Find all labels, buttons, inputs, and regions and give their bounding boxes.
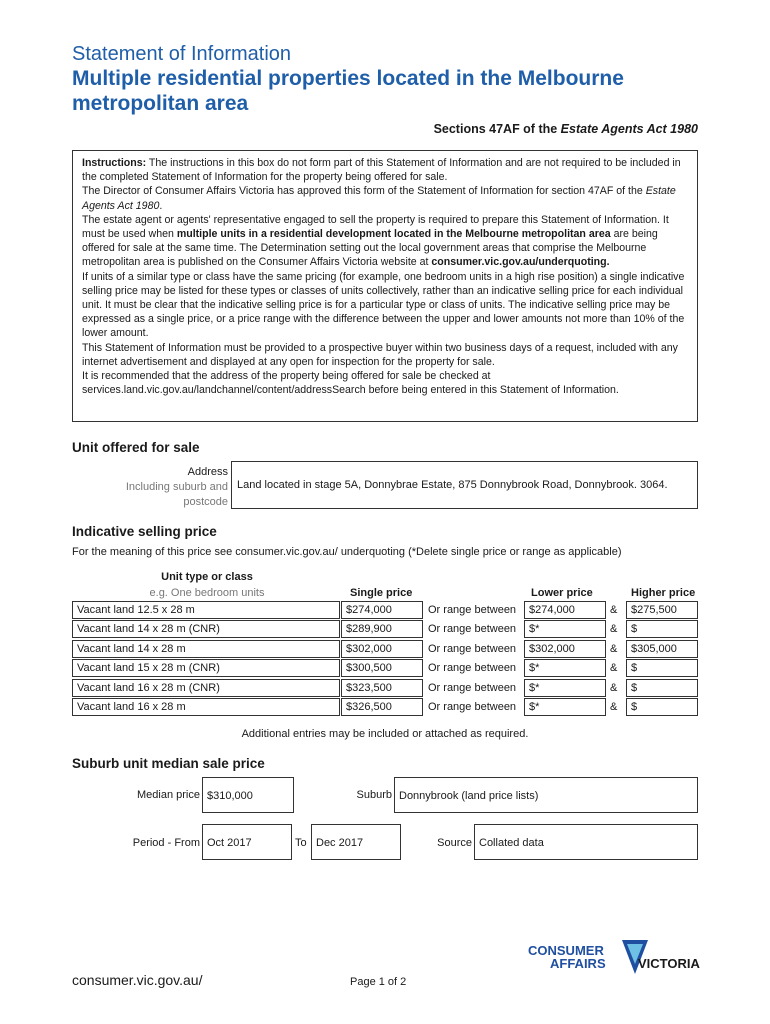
col-header-higher: Higher price xyxy=(631,587,696,599)
document-type: Statement of Information xyxy=(72,43,292,65)
address-field[interactable]: Land located in stage 5A, Donnybrae Estate, 875 Donnybrook Road, Donnybrook. 3064. xyxy=(231,461,698,509)
range-between-label: Or range between xyxy=(428,701,517,713)
period-from-field[interactable]: Oct 2017 xyxy=(202,824,292,860)
instructions-p6: It is recommended that the address of the property being offered for sale be checked at services.land.vic.gov.au/landchannel/content/addressSearch before being entered in this Statement of Information. xyxy=(82,370,619,397)
address-sublabel-2: postcode xyxy=(183,496,228,508)
lower-price-field[interactable]: $274,000 xyxy=(524,601,606,619)
col-header-single: Single price xyxy=(350,587,413,599)
unit-type-field[interactable]: Vacant land 12.5 x 28 m xyxy=(72,601,340,619)
logo-line-consumer: CONSUMER xyxy=(528,943,604,958)
footer-page-number: Page 1 of 2 xyxy=(350,976,407,988)
unit-type-field[interactable]: Vacant land 16 x 28 m (CNR) xyxy=(72,679,340,697)
ampersand-label: & xyxy=(610,701,618,713)
col-header-unit-example: e.g. One bedroom units xyxy=(149,587,265,599)
underquoting-link[interactable]: consumer.vic.gov.au/underquoting. xyxy=(431,256,610,269)
unit-type-field[interactable]: Vacant land 14 x 28 m xyxy=(72,640,340,658)
instructions-p3-bold: multiple units in a residential development located in the Melbourne metropolitan area xyxy=(176,228,611,241)
instructions-p3-b: are being offered for sale at the same time. The Determination setting out the local government areas that comprise the Melbourne metropolitan area is published on the Consumer Affairs Victoria website at xyxy=(82,228,658,269)
unit-type-field[interactable]: Vacant land 15 x 28 m (CNR) xyxy=(72,659,340,677)
lower-price-field[interactable]: $302,000 xyxy=(524,640,606,658)
suburb-field[interactable]: Donnybrook (land price lists) xyxy=(394,777,698,813)
footer-site[interactable]: consumer.vic.gov.au/ xyxy=(72,972,203,988)
ampersand-label: & xyxy=(610,642,618,655)
median-price-field[interactable]: $310,000 xyxy=(202,777,294,813)
indicative-note: For the meaning of this price see consumer.vic.gov.au/ underquoting (*Delete single price or range as applicable) xyxy=(72,546,622,558)
period-to-label: To xyxy=(295,837,307,849)
period-from-label: Period - From xyxy=(132,837,200,849)
higher-price-field[interactable]: $ xyxy=(626,679,698,697)
median-price-label: Median price xyxy=(137,789,200,801)
ampersand-label: & xyxy=(610,681,618,694)
instructions-p2 xyxy=(82,184,688,212)
unit-type-field[interactable]: Vacant land 14 x 28 m (CNR) xyxy=(72,620,340,638)
suburb-label: Suburb xyxy=(356,789,392,801)
sections-reference xyxy=(434,122,698,136)
period-to-field[interactable]: Dec 2017 xyxy=(311,824,401,860)
consumer-affairs-victoria-logo xyxy=(528,940,703,990)
range-between-label: Or range between xyxy=(428,662,517,675)
logo-line-victoria: VICTORIA xyxy=(638,956,700,971)
range-between-label: Or range between xyxy=(428,642,517,655)
higher-price-field[interactable]: $ xyxy=(626,620,698,638)
instructions-p4: If units of a similar type or class have the same pricing (for example, one bedroom units in a high rise position) a single indicative selling price may be listed for these types or classes of units collectively, rather than an indicative selling price for each individual unit. It must be clear that the indicative selling price is for a particular type or class of units. The indicative selling price may be expressed as a single price, or a price range with the difference between the upper and lower amounts not more than 10% of the lower amount. xyxy=(82,270,685,340)
ampersand-label: & xyxy=(610,623,618,636)
single-price-field[interactable]: $323,500 xyxy=(341,679,423,697)
sections-prefix: Sections 47AF of the xyxy=(433,122,561,136)
sections-act: Estate Agents Act 1980 xyxy=(560,122,698,136)
instructions-label: Instructions: xyxy=(82,157,147,169)
lower-price-field[interactable]: $* xyxy=(524,698,606,716)
single-price-field[interactable]: $300,500 xyxy=(341,659,423,677)
higher-price-field[interactable]: $ xyxy=(626,698,698,716)
source-label: Source xyxy=(437,837,472,849)
indicative-heading: Indicative selling price xyxy=(72,524,217,539)
source-field[interactable]: Collated data xyxy=(474,824,698,860)
median-heading: Suburb unit median sale price xyxy=(72,756,265,771)
higher-price-field[interactable]: $305,000 xyxy=(626,640,698,658)
single-price-field[interactable]: $289,900 xyxy=(341,620,423,638)
instructions-p3 xyxy=(82,213,688,270)
instructions-p5: This Statement of Information must be provided to a prospective buyer within two business days of a request, included with any internet advertisement and displayed at any open for inspection for the property for sale. xyxy=(82,341,678,368)
higher-price-field[interactable]: $275,500 xyxy=(626,601,698,619)
instructions-box xyxy=(72,150,698,422)
address-label: Address xyxy=(187,466,228,478)
single-price-field[interactable]: $274,000 xyxy=(341,601,423,619)
logo-line-affairs: AFFAIRS xyxy=(550,956,606,971)
single-price-field[interactable]: $302,000 xyxy=(341,640,423,658)
instructions-p3-a: The estate agent or agents' representative engaged to sell the property is required to prepare this Statement of Information. It must be used when xyxy=(82,213,669,241)
ampersand-label: & xyxy=(610,604,618,616)
lower-price-field[interactable]: $* xyxy=(524,659,606,677)
instructions-p2-text: The Director of Consumer Affairs Victoria has approved this form of the Statement of Information for section 47AF of the xyxy=(82,185,646,198)
range-between-label: Or range between xyxy=(428,623,517,636)
instructions-p1 xyxy=(82,156,688,184)
address-sublabel-1: Including suburb and xyxy=(125,481,228,493)
instructions-p1-text: The instructions in this box do not form part of this Statement of Information and are not required to be included in the completed Statement of Information for the property being offered for sale. xyxy=(82,157,681,184)
higher-price-field[interactable]: $ xyxy=(626,659,698,677)
unit-offered-heading: Unit offered for sale xyxy=(72,440,200,455)
col-header-unit: Unit type or class xyxy=(161,571,253,583)
lower-price-field[interactable]: $* xyxy=(524,620,606,638)
page-title: Multiple residential properties located in the Melbourne metropolitan area xyxy=(72,67,624,115)
ampersand-label: & xyxy=(610,662,618,675)
unit-type-field[interactable]: Vacant land 16 x 28 m xyxy=(72,698,340,716)
address-label-block xyxy=(120,465,228,510)
instructions-p2-end: . xyxy=(159,199,163,212)
col-header-lower: Lower price xyxy=(531,587,593,599)
range-between-label: Or range between xyxy=(428,604,517,616)
instructions-p2-act: Estate Agents Act 1980 xyxy=(82,185,676,212)
single-price-field[interactable]: $326,500 xyxy=(341,698,423,716)
range-between-label: Or range between xyxy=(428,681,517,694)
additional-entries-note: Additional entries may be included or attached as required. xyxy=(241,728,529,740)
lower-price-field[interactable]: $* xyxy=(524,679,606,697)
